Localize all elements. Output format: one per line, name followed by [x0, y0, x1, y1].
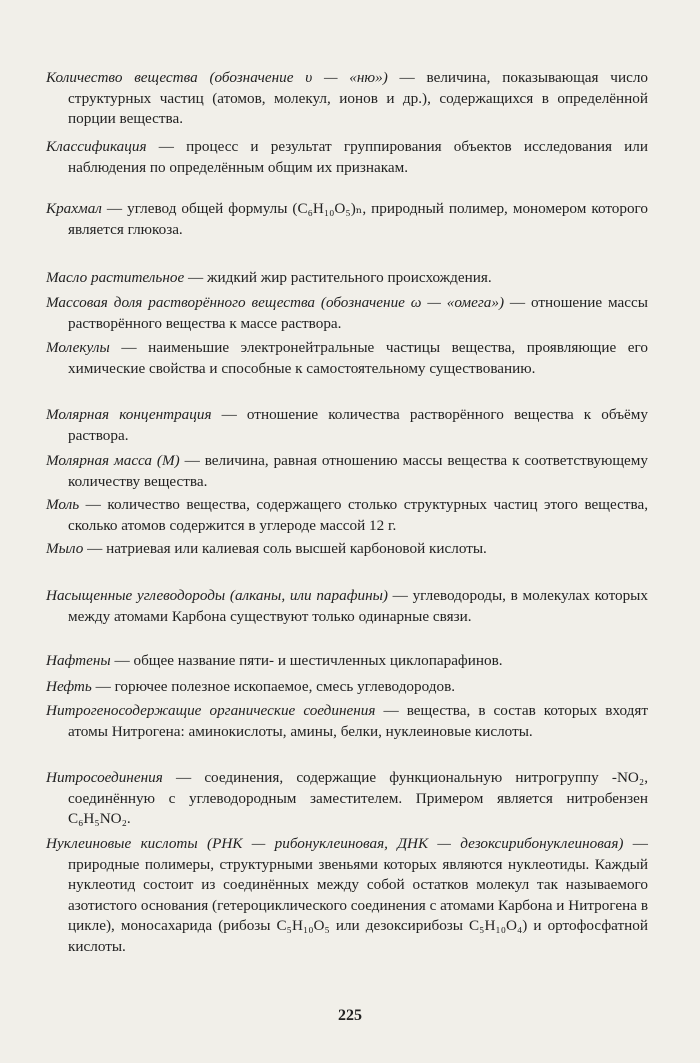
entry-term: Крахмал	[46, 200, 102, 217]
entry-term: Нуклеиновые кислоты (РНК — рибонуклеиновая, ДНК — дезоксирибонуклеиновая)	[46, 835, 624, 852]
entry-term: Молекулы	[46, 339, 110, 356]
entry-term: Молярная концентрация	[46, 406, 212, 423]
page-number: 225	[338, 1007, 362, 1024]
entry-definition: — соединения, содержащие функциональную нитрогруппу -NO₂, соединённую с углеводородным заместителем. Примером является нитробензен C₆H₅NO₂.	[68, 769, 648, 827]
glossary-entry	[46, 137, 648, 178]
entry-term: Молярная масса (M)	[46, 452, 180, 469]
entry-definition: — количество вещества, содержащего столько структурных частиц этого вещества, сколько атомов содержится в углероде массой 12 г.	[68, 496, 648, 534]
entry-definition: — отношение массы растворённого вещества к массе раствора.	[68, 294, 648, 332]
entry-definition: — наименьшие электронейтральные частицы вещества, проявляющие его химические свойства и способные к самостоятельному существованию.	[68, 339, 648, 377]
glossary-entry	[46, 68, 648, 130]
entry-term: Массовая доля растворённого вещества (обозначение ω — «омега»)	[46, 294, 505, 311]
entry-definition: — процесс и результат группирования объектов исследования или наблюдения по определённым общим их признакам.	[68, 138, 648, 176]
entry-definition: — углеводороды, в молекулах которых между атомами Карбона существуют только одинарные связи.	[68, 587, 648, 625]
entry-definition: — природные полимеры, структурными звеньями которых являются нуклеотиды. Каждый нуклеотид состоит из соединённых между собой остатков молекул так называемого азотистого основания (гетероциклического соединения с атомами Карбона и Нитрогена в цикле), моносахарида (рибозы C₅H₁₀O₅ или дезоксирибозы C₅H₁₀O₄) и ортофосфатной кислоты.	[68, 835, 648, 955]
glossary-entry	[46, 199, 648, 240]
entry-definition: — величина, показывающая число структурных частиц (атомов, молекул, ионов и др.), содержащихся в определённой порции вещества.	[68, 69, 648, 127]
glossary-entry	[46, 677, 648, 698]
entry-term: Насыщенные углеводороды (алканы, или парафины)	[46, 587, 388, 604]
entry-term: Моль	[46, 496, 80, 513]
entry-definition: — горючее полезное ископаемое, смесь углеводородов.	[91, 678, 456, 695]
entry-definition: — жидкий жир растительного происхождения.	[184, 269, 492, 286]
entry-term: Масло растительное	[46, 269, 185, 286]
entry-definition: — величина, равная отношению массы вещества к соответствующему количеству вещества.	[68, 452, 648, 490]
entry-term: Нитрогеносодержащие органические соединения	[46, 702, 376, 719]
entry-term: Нефть	[46, 678, 92, 695]
glossary-entry	[46, 338, 648, 379]
glossary-entry	[46, 405, 648, 446]
glossary-entry	[46, 293, 648, 334]
glossary-entry	[46, 586, 648, 627]
entry-term: Количество вещества (обозначение υ — «ню»)	[46, 69, 388, 86]
entry-term: Нитросоединения	[46, 769, 163, 786]
entry-definition: — натриевая или калиевая соль высшей карбоновой кислоты.	[83, 540, 487, 557]
entry-definition: — углевод общей формулы (C₆H₁₀O₅)ₙ, природный полимер, мономером которого является глюкоза.	[68, 200, 648, 238]
glossary-entry	[46, 701, 648, 742]
entry-term: Классификация	[46, 138, 147, 155]
entry-term: Нафтены	[46, 652, 111, 669]
entry-definition: — отношение количества растворённого вещества к объёму раствора.	[68, 406, 649, 444]
glossary-entry	[46, 539, 648, 560]
glossary-entry	[46, 451, 648, 492]
glossary-entry	[46, 651, 648, 672]
glossary-entry	[46, 495, 648, 536]
glossary-entry	[46, 834, 648, 957]
entry-term: Мыло	[46, 540, 84, 557]
entry-definition: — общее название пяти- и шестичленных циклопарафинов.	[110, 652, 503, 669]
entry-definition: — вещества, в состав которых входят атомы Нитрогена: аминокислоты, амины, белки, нуклеиновые кислоты.	[68, 702, 648, 740]
glossary-entry	[46, 268, 648, 289]
glossary-entry	[46, 768, 648, 830]
